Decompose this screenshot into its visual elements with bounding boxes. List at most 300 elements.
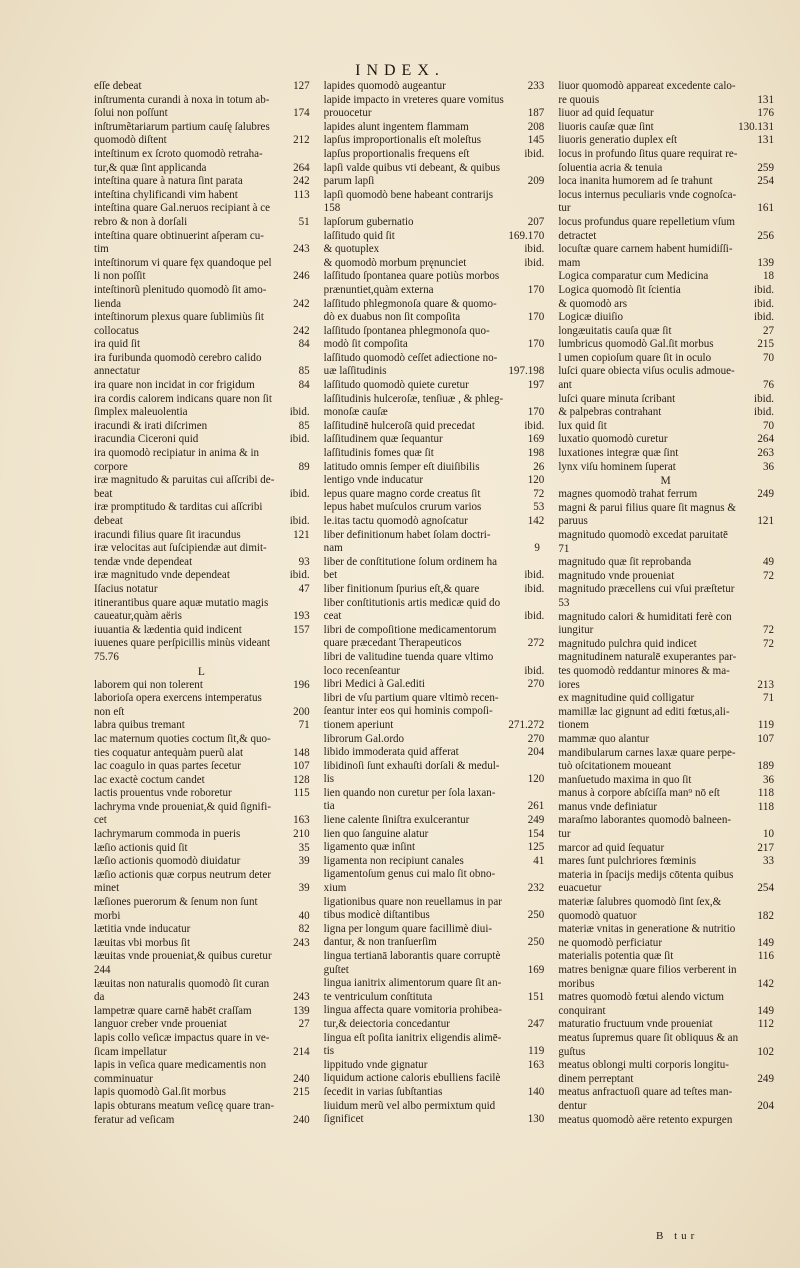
entry-text: tes quomodò reddantur minores & ma- xyxy=(558,664,730,677)
index-entry xyxy=(324,800,545,814)
index-entry xyxy=(558,94,774,108)
index-entry xyxy=(558,719,774,733)
index-entry xyxy=(324,936,545,950)
index-entry xyxy=(94,379,310,393)
page-ref: ibid. xyxy=(754,297,774,310)
entry-text: ligna per longum quare facillimè diui- xyxy=(323,922,493,935)
index-entry xyxy=(324,365,545,379)
page-ref: 163 xyxy=(293,814,310,827)
index-entry xyxy=(324,529,545,543)
index-entry xyxy=(324,746,545,760)
index-entry xyxy=(324,1018,545,1032)
entry-text: læſiones puerorum & ſenum non ſunt xyxy=(94,896,258,909)
page-ref: 243 xyxy=(293,991,310,1004)
index-entry xyxy=(94,692,310,706)
entry-text: labra quibus tremant xyxy=(94,719,185,732)
entry-text: inſtrumẽtariarum partium cauſę ſalubres xyxy=(94,120,270,133)
page-ref: 121 xyxy=(757,515,774,528)
index-entry xyxy=(558,148,774,162)
page-ref: 174 xyxy=(293,107,310,120)
page-ref: 39 xyxy=(298,855,310,868)
index-entry xyxy=(324,1059,545,1073)
index-entry xyxy=(324,733,545,747)
entry-text: lapſi quomodò bene habeant contrarijs xyxy=(323,188,494,201)
index-entry xyxy=(324,651,545,665)
page-ref: 208 xyxy=(527,120,545,133)
index-entry xyxy=(558,828,774,842)
index-entry xyxy=(94,474,310,488)
page-ref: 272 xyxy=(527,637,545,650)
page-ref: 242 xyxy=(293,324,310,337)
entry-text: locus internus peculiaris vnde cognoſca- xyxy=(558,188,737,201)
page-ref: 215 xyxy=(293,1086,310,1099)
index-entry xyxy=(558,706,774,720)
index-entry xyxy=(558,162,774,176)
page-ref: 93 xyxy=(298,555,310,568)
entry-text: ant xyxy=(558,379,572,392)
entry-text: lapis quomodò Gal.ſit morbus xyxy=(94,1086,226,1099)
page-ref: 163 xyxy=(527,1058,545,1071)
entry-text: meatus oblongi multi corporis longitu- xyxy=(558,1059,729,1072)
entry-text: latitudo omnis ſemper eſt diuiſibilis xyxy=(323,460,480,473)
index-entry xyxy=(558,1114,774,1128)
page-ref: 270 xyxy=(527,732,545,745)
entry-text: librorum Gal.ordo xyxy=(323,732,405,745)
page-ref: ibid. xyxy=(754,311,774,324)
entry-text: ceat xyxy=(323,610,342,623)
page-ref: 149 xyxy=(757,936,774,949)
index-entry xyxy=(558,896,774,910)
index-entry xyxy=(324,1100,545,1114)
entry-text: meatus quomodò aëre retento expurgen xyxy=(558,1113,733,1126)
page-ref: 127 xyxy=(293,80,310,92)
index-entry xyxy=(558,611,774,625)
entry-text: maraſmo laborantes quomodò balneen- xyxy=(558,814,732,827)
entry-text: 71 xyxy=(558,542,570,555)
entry-text: 244 xyxy=(94,964,111,976)
page-ref: 142 xyxy=(527,515,545,527)
index-entry xyxy=(558,1018,774,1032)
entry-text: tia xyxy=(323,800,335,813)
index-entry xyxy=(324,692,545,706)
page-ref: ibid. xyxy=(524,147,545,160)
entry-text: detractet xyxy=(558,229,597,242)
page-ref: ibid. xyxy=(524,664,545,677)
page-ref: 85 xyxy=(298,365,310,378)
page-ref: 261 xyxy=(527,800,545,813)
index-entry xyxy=(324,121,545,135)
page-ref: ibid. xyxy=(524,610,545,623)
entry-text: ſimplex maleuolentia xyxy=(94,406,188,419)
index-entry xyxy=(324,189,545,203)
entry-text: inteſtinum ex ſcroto quomodò retraha- xyxy=(94,147,263,160)
index-entry xyxy=(94,433,310,447)
entry-text: iracundi filius quare ſit iracundus xyxy=(94,528,241,541)
index-entry xyxy=(94,529,310,543)
page-ref: 157 xyxy=(293,623,310,636)
page-ref: ibid. xyxy=(524,243,545,256)
index-columns xyxy=(94,80,774,1230)
index-entry xyxy=(324,760,545,774)
page-ref: 130 xyxy=(527,1113,545,1126)
entry-text: tendæ vnde dependeat xyxy=(94,555,193,568)
index-entry xyxy=(558,1059,774,1073)
page-ref: 264 xyxy=(293,161,310,174)
entry-text: lachryma vnde proueniat,& quid ſignifi- xyxy=(94,800,272,813)
index-entry xyxy=(324,393,545,407)
entry-text: locus in profundo ſitus quare requirat re- xyxy=(558,147,738,160)
page-ref: 246 xyxy=(293,270,310,283)
index-entry xyxy=(94,284,310,298)
entry-text: tur xyxy=(558,202,571,215)
page-ref: 214 xyxy=(293,1045,310,1058)
entry-text: beat xyxy=(94,487,113,500)
entry-text: magnes quomodò trahat ferrum xyxy=(558,488,698,501)
index-entry xyxy=(558,257,774,271)
entry-text: ira quomodò recipiatur in anima & in xyxy=(94,447,260,460)
index-entry xyxy=(94,882,310,896)
index-entry xyxy=(558,692,774,706)
entry-text: lepus habet muſculos crurum varios xyxy=(323,501,482,514)
entry-text: ſeantur inter eos qui hominis compoſi- xyxy=(323,705,493,718)
entry-text: iræ promptitudo & tarditas cui aſſcribi xyxy=(94,501,263,514)
index-entry xyxy=(94,814,310,828)
page-ref: 76 xyxy=(762,379,774,392)
entry-text: morbi xyxy=(94,909,121,922)
entry-text: lienda xyxy=(94,297,121,310)
entry-text: lien quo ſanguine alatur xyxy=(323,827,429,840)
index-entry xyxy=(94,270,310,284)
index-entry xyxy=(324,216,545,230)
entry-text: laſſitudinis hulceroſæ, tenſiuæ , & phleg- xyxy=(323,392,504,405)
entry-text: laſſitudinis fomes quæ ſit xyxy=(323,447,434,460)
index-entry xyxy=(558,801,774,815)
page-ref: 169.170 xyxy=(508,229,545,242)
entry-text: rebro & non à dorſali xyxy=(94,215,188,228)
index-entry xyxy=(324,773,545,787)
index-entry xyxy=(558,529,774,543)
entry-text: lampetræ quare carnē habēt craſſam xyxy=(94,1004,252,1017)
entry-text: liber de conſtitutione ſolum ordinem ha xyxy=(323,555,498,568)
index-entry xyxy=(558,1086,774,1100)
index-entry xyxy=(94,162,310,176)
index-entry xyxy=(324,488,545,502)
entry-text: lac coagulo in quas partes ſecetur xyxy=(94,760,241,773)
entry-text: lac maternum quoties coctum ſit,& quo- xyxy=(94,732,271,745)
entry-text: manſuetudo maxima in quo ſit xyxy=(558,773,692,786)
index-entry xyxy=(558,774,774,788)
index-entry xyxy=(94,257,310,271)
entry-text: lapis collo veſicæ impactus quare in ve- xyxy=(94,1031,270,1044)
entry-text: lux quid ſit xyxy=(558,419,607,432)
entry-text: marcor ad quid ſequatur xyxy=(558,841,665,854)
page-ref: 270 xyxy=(527,678,545,691)
entry-text: iuuantia & lædentia quid indicent xyxy=(94,623,242,636)
index-entry xyxy=(558,556,774,570)
entry-text: ſecedit in varias ſubſtantias xyxy=(323,1085,443,1098)
entry-text: læuitas vnde proueniat,& quibus curetur xyxy=(94,950,272,963)
page-ref: 140 xyxy=(527,1085,545,1098)
page-ref: 182 xyxy=(757,909,774,922)
index-entry xyxy=(558,583,774,597)
entry-text: lachrymarum commoda in pueris xyxy=(94,828,241,841)
page-ref: 121 xyxy=(293,528,310,541)
entry-text: liber definitionum habet ſolam doctri- xyxy=(323,528,491,541)
page-ref: 243 xyxy=(293,243,310,256)
entry-text: libri de compoſitione medicamentorum xyxy=(323,623,497,636)
index-entry xyxy=(558,638,774,652)
page-ref: 116 xyxy=(757,950,774,963)
entry-text: prænuntiet,quàm externa xyxy=(323,283,434,296)
entry-text: moribus xyxy=(558,977,595,990)
entry-text: te ventriculum conſtituta xyxy=(323,990,433,1003)
entry-text: luxationes integræ quæ ſint xyxy=(558,447,679,460)
entry-text: paruus xyxy=(558,515,588,528)
page-ref: 119 xyxy=(757,719,774,732)
page-ref: 217 xyxy=(757,841,774,854)
page-ref: 200 xyxy=(293,705,310,718)
signature-mark: B xyxy=(656,1230,668,1242)
entry-text: laſſitudo quid ſit xyxy=(323,229,395,242)
entry-text: & quotuplex xyxy=(323,243,380,256)
page-ref: 169 xyxy=(527,963,545,976)
entry-text: lac exactè coctum candet xyxy=(94,773,205,786)
page-ref: 250 xyxy=(527,936,545,949)
index-entry xyxy=(558,502,774,516)
entry-text: læuitas vbi morbus ſit xyxy=(94,936,191,949)
entry-text: lingua affecta quare vomitoria prohibea- xyxy=(323,1004,502,1017)
index-entry xyxy=(94,501,310,515)
entry-text: ira quid ſit xyxy=(94,338,141,351)
page-ref: 18 xyxy=(762,270,774,283)
page-ref: ibid. xyxy=(754,392,774,405)
entry-text: inteſtina quare obtinuerint aſperam cu- xyxy=(94,229,264,242)
index-entry xyxy=(324,420,545,434)
entry-text: li non poſſit xyxy=(94,270,146,283)
index-entry xyxy=(94,420,310,434)
index-entry xyxy=(558,991,774,1005)
index-entry xyxy=(324,447,545,461)
index-entry xyxy=(324,950,545,964)
page-ref: 149 xyxy=(757,1004,774,1017)
index-entry xyxy=(94,637,310,651)
index-entry xyxy=(558,243,774,257)
index-entry xyxy=(324,433,545,447)
entry-text: debeat xyxy=(94,515,123,527)
entry-text: dantur, & non tranſuerſim xyxy=(323,936,437,949)
index-entry xyxy=(94,569,310,583)
entry-text: meatus ſupremus quare ſit obliquus & an xyxy=(558,1031,739,1044)
index-entry xyxy=(558,543,774,557)
entry-text: conquirant xyxy=(558,1004,606,1017)
section-letter: L xyxy=(197,665,206,678)
page-ref: 170 xyxy=(527,311,545,324)
entry-text: magnitudo vnde proueniat xyxy=(558,569,675,582)
index-column-3 xyxy=(558,80,774,1230)
entry-text: caueatur,quàm aëris xyxy=(94,610,182,623)
index-entry xyxy=(558,733,774,747)
entry-text: lapis obturans meatum veſicę quare tran- xyxy=(94,1099,275,1112)
entry-text: luſci quare obiecta viſus oculis admoue- xyxy=(558,365,735,378)
index-entry xyxy=(94,869,310,883)
index-entry xyxy=(558,760,774,774)
entry-text: lepus quare magno corde creatus ſit xyxy=(323,487,481,500)
index-entry xyxy=(324,162,545,176)
entry-text: ne quomodò perficiatur xyxy=(558,936,662,949)
entry-text: 75.76 xyxy=(94,650,119,663)
entry-text: quomodò diſtent xyxy=(94,134,167,147)
page-ref: 196 xyxy=(293,678,310,691)
entry-text: læſio actionis quomodò diuidatur xyxy=(94,855,241,868)
index-entry xyxy=(558,365,774,379)
page-ref: 115 xyxy=(293,787,310,800)
page-ref: 187 xyxy=(527,107,545,120)
page-ref: 112 xyxy=(757,1018,774,1031)
entry-text: liber conſtitutionis artis medicæ quid do xyxy=(323,596,501,609)
entry-text: mam xyxy=(558,256,581,269)
entry-text: laſſitudo ſpontanea quare potiùs morbos xyxy=(323,270,500,283)
entry-text: loca inanita humorem ad ſe trahunt xyxy=(558,175,713,188)
page-ref: 233 xyxy=(527,80,545,92)
index-entry xyxy=(324,569,545,583)
index-entry xyxy=(324,705,545,719)
index-entry xyxy=(94,311,310,325)
entry-text: modò ſit compoſita xyxy=(323,338,408,351)
page-ref: 51 xyxy=(298,215,310,228)
index-entry xyxy=(94,121,310,135)
entry-text: comminuatur xyxy=(94,1072,153,1085)
entry-text: tuò oſcitationem moueant xyxy=(558,760,672,773)
entry-text: inteſtina quare Gal.neruos recipiant à ce xyxy=(94,202,271,215)
index-entry xyxy=(94,787,310,801)
page-ref: 240 xyxy=(293,1072,310,1085)
index-entry xyxy=(94,148,310,162)
entry-text: iræ magnitudo vnde dependeat xyxy=(94,569,230,582)
entry-text: laborem qui non tolerent xyxy=(94,678,203,691)
page-ref: 254 xyxy=(757,882,774,895)
index-entry xyxy=(324,882,545,896)
index-entry xyxy=(94,243,310,257)
index-entry xyxy=(324,556,545,570)
index-column-2 xyxy=(324,80,545,1230)
page-ref: 47 xyxy=(298,582,310,595)
index-entry xyxy=(94,855,310,869)
entry-text: tur xyxy=(558,828,571,841)
entry-text: ſicam impellatur xyxy=(94,1045,167,1058)
entry-text: tionem xyxy=(558,719,589,732)
page-ref: 249 xyxy=(757,488,774,501)
entry-text: lapſus proportionalis frequens eſt xyxy=(323,147,470,160)
entry-text: mandibularum carnes laxæ quare perpe- xyxy=(558,746,736,759)
page-ref: 215 xyxy=(757,338,774,351)
entry-text: quare præcedant Therapeuticos xyxy=(323,637,462,650)
index-entry xyxy=(324,909,545,923)
page-ref: 131 xyxy=(757,134,774,147)
page-ref: 120 xyxy=(527,474,545,487)
index-entry xyxy=(94,1046,310,1060)
index-entry xyxy=(324,243,545,257)
entry-text: collocatus xyxy=(94,324,139,337)
index-entry xyxy=(94,991,310,1005)
entry-text: libido immoderata quid afferat xyxy=(323,746,459,759)
index-entry xyxy=(94,298,310,312)
entry-text: inteſtinorum plexus quare ſublimiùs ſit xyxy=(94,311,264,324)
index-entry xyxy=(94,937,310,951)
index-entry xyxy=(94,447,310,461)
index-entry xyxy=(324,828,545,842)
page-ref: 10 xyxy=(762,828,774,841)
page-ref: 151 xyxy=(527,990,545,1003)
entry-text: liquidum actione caloris ebulliens facilè xyxy=(323,1072,501,1085)
entry-text: re quouis xyxy=(558,93,600,106)
page-ref: ibid. xyxy=(754,406,774,419)
entry-text: tur,& deiectoria concedantur xyxy=(323,1017,450,1030)
index-entry xyxy=(94,1059,310,1073)
entry-text: monoſæ cauſæ xyxy=(323,406,388,419)
index-entry xyxy=(558,515,774,529)
index-entry xyxy=(558,978,774,992)
index-entry xyxy=(324,1113,545,1127)
entry-text: luxatio quomodò curetur xyxy=(558,433,668,446)
entry-text: maturatio fructuum vnde proueniat xyxy=(558,1018,713,1031)
entry-text: lien quando non curetur per ſola laxan- xyxy=(323,786,496,799)
page-ref: 71 xyxy=(762,692,774,705)
entry-text: non eſt xyxy=(94,705,125,718)
entry-text: magnitudo quæ ſit reprobanda xyxy=(558,556,692,569)
entry-text: tis xyxy=(323,1045,335,1058)
index-entry xyxy=(558,679,774,693)
index-entry xyxy=(324,1045,545,1059)
page-ref: 197.198 xyxy=(508,365,545,378)
index-entry xyxy=(94,828,310,842)
index-entry xyxy=(94,706,310,720)
page-ref: 33 xyxy=(762,855,774,868)
index-entry xyxy=(558,379,774,393)
index-entry xyxy=(94,1114,310,1128)
page-ref: 119 xyxy=(528,1045,545,1058)
index-entry xyxy=(324,338,545,352)
entry-text: lingua tertianā laborantis quare corruptè xyxy=(323,950,501,962)
entry-text: cet xyxy=(94,814,107,827)
page-ref: 193 xyxy=(293,610,310,623)
page-ref: 198 xyxy=(527,447,545,460)
index-entry xyxy=(94,488,310,502)
entry-text: 53 xyxy=(558,596,570,609)
entry-text: uæ laſſitudinis xyxy=(323,365,387,378)
entry-text: mares ſunt pulchriores fœminis xyxy=(558,855,697,868)
entry-text: inteſtina quare à natura ſint parata xyxy=(94,175,243,188)
entry-text: lingua ianitrix alimentorum quare ſit an- xyxy=(323,977,502,990)
page-ref: 139 xyxy=(757,256,774,269)
index-entry xyxy=(558,1100,774,1114)
entry-text: locus profundus quare repelletium vſum xyxy=(558,215,736,228)
index-entry xyxy=(324,461,545,475)
index-entry xyxy=(324,665,545,679)
entry-text: corpore xyxy=(94,460,128,473)
page-ref: 204 xyxy=(527,746,545,759)
index-entry xyxy=(94,842,310,856)
entry-text: materia in ſpacijs medijs cōtenta quibus xyxy=(558,868,734,881)
entry-text: lapſorum gubernatio xyxy=(323,215,414,228)
entry-text: Logicæ diuiſio xyxy=(558,311,624,324)
index-entry xyxy=(558,597,774,611)
index-entry xyxy=(94,719,310,733)
page-ref: 71 xyxy=(298,719,310,732)
entry-text: lætitia vnde inducatur xyxy=(94,923,191,936)
index-entry xyxy=(558,937,774,951)
index-entry xyxy=(558,814,774,828)
page-ref: 264 xyxy=(757,433,774,446)
